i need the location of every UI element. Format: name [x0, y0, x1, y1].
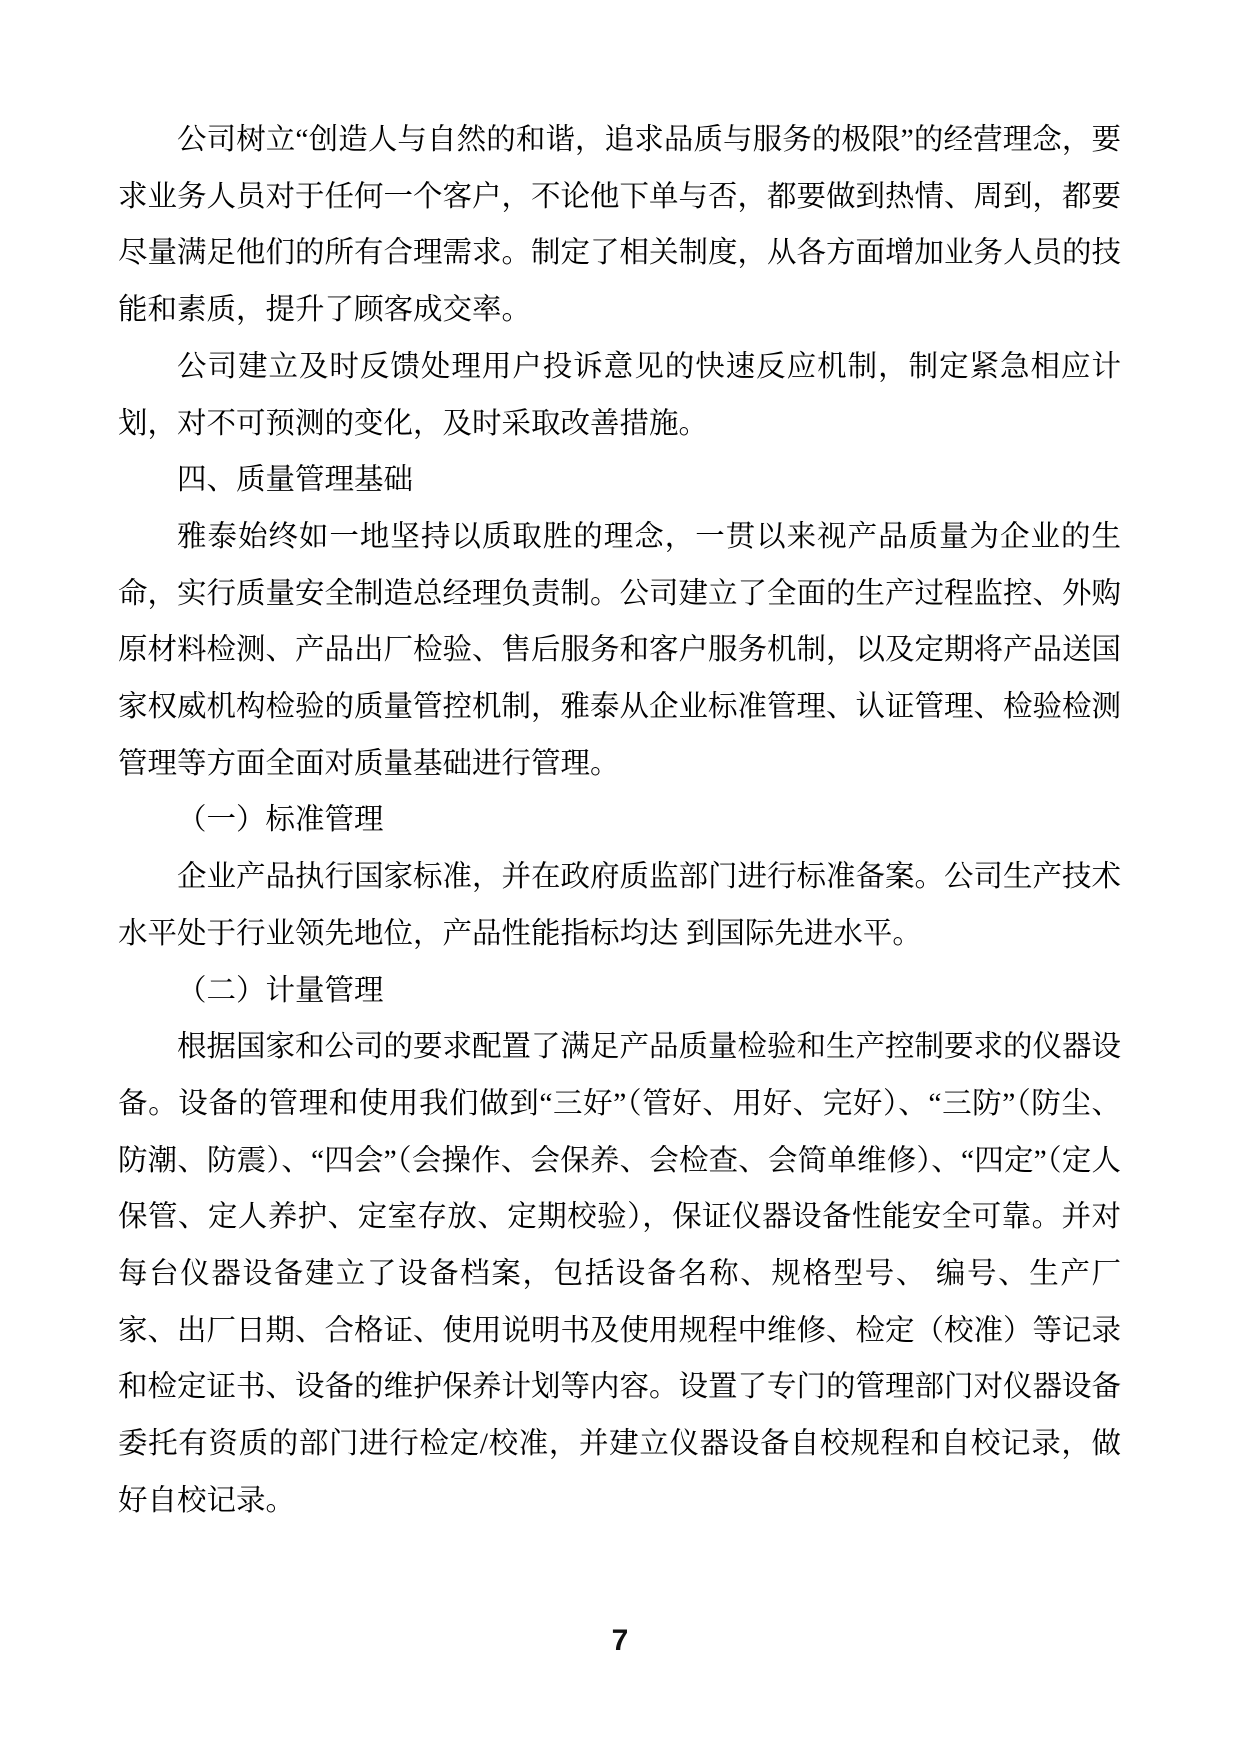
paragraph-service-philosophy: 公司树立“创造人与自然的和谐，追求品质与服务的极限”的经营理念，要求业务人员对于任何一个客户，不论他下单与否，都要做到热情、周到，都要尽量满足他们的所有合理需求。制定了相关制度，从各方面增加业务人员的技能和素质，提升了顾客成交率。 — [118, 124, 1122, 327]
page-number: 7 — [611, 1624, 629, 1657]
page-footer — [0, 1626, 1240, 1656]
paragraph-feedback-mechanism: 公司建立及时反馈处理用户投诉意见的快速反应机制，制定紧急相应计划，对不可预测的变化，及时采取改善措施。 — [118, 350, 1121, 440]
heading-metrology-management: （二）计量管理 — [177, 974, 384, 1007]
paragraph-metrology-management: 根据国家和公司的要求配置了满足产品质量检验和生产控制要求的仪器设备。设备的管理和使用我们做到“三好”（管好、用好、完好）、“三防”（防尘、防潮、防震）、“四会”（会操作、会保养、会检查、会简单维修）、“四定”（定人保管、定人养护、定室存放、定期校验），保证仪器设备性能安全可靠。并对每台仪器设备建立了设备档案，包括设备名称、规格型号、 编号、生产厂家、出厂日期、合格证、使用说明书及使用规程中维修、检定（校准）等记录和检定证书、设备的维护保养计划等内容。设置了专门的管理部门对仪器设备委托有资质的部门进行检定/校准，并建立仪器设备自校规程和自校记录，做好自校记录。 — [118, 1031, 1122, 1517]
document-body — [118, 112, 1121, 1530]
heading-standard-management: （一）标准管理 — [177, 804, 384, 837]
paragraph-standard-management: 企业产品执行国家标准，并在政府质监部门进行标准备案。公司生产技术水平处于行业领先地位，产品性能指标均达 到国际先进水平。 — [118, 861, 1122, 950]
paragraph-quality-overview: 雅泰始终如一地坚持以质取胜的理念，一贯以来视产品质量为企业的生命，实行质量安全制造总经理负责制。公司建立了全面的生产过程监控、外购原材料检测、产品出厂检验、售后服务和客户服务机制，以及定期将产品送国家权威机构检验的质量管控机制，雅泰从企业标准管理、认证管理、检验检测管理等方面全面对质量基础进行管理。 — [118, 520, 1122, 780]
heading-quality-management-foundation: 四、质量管理基础 — [177, 464, 414, 497]
